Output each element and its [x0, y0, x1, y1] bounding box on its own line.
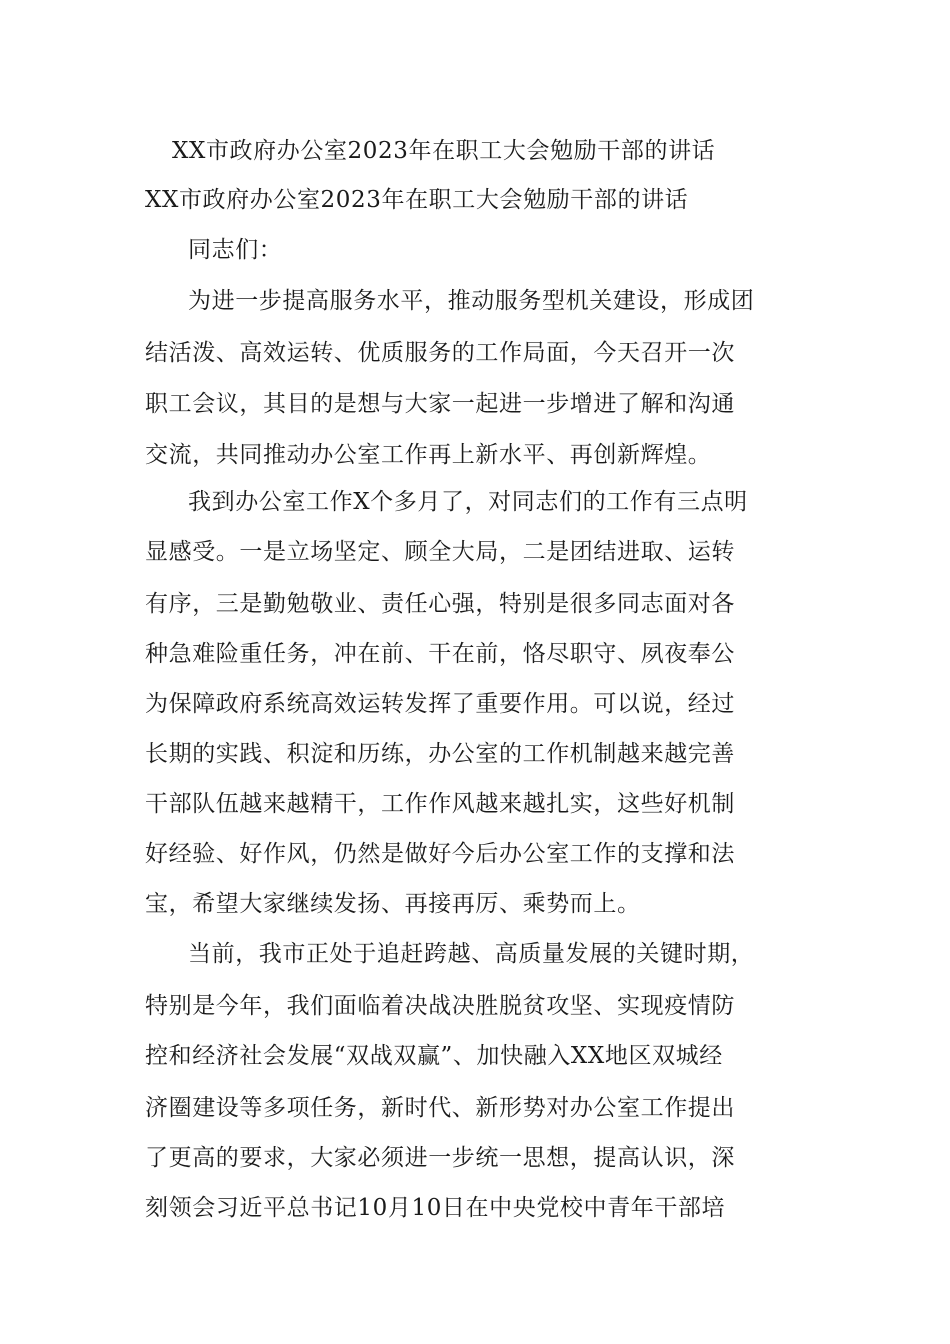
paragraph-line: 有序，三是勤勉敬业、责任心强，特别是很多同志面对各 — [145, 591, 735, 617]
paragraph-line: 交流，共同推动办公室工作再上新水平、再创新辉煌。 — [145, 442, 712, 468]
paragraph-line: 为保障政府系统高效运转发挥了重要作用。可以说，经过 — [145, 691, 735, 717]
paragraph-line: 结活泼、高效运转、优质服务的工作局面，今天召开一次 — [145, 340, 735, 366]
paragraph-line: 刻领会习近平总书记10月10日在中央党校中青年干部培 — [145, 1195, 726, 1221]
paragraph-line: 种急难险重任务，冲在前、干在前，恪尽职守、夙夜奉公 — [145, 641, 735, 667]
paragraph-line: 特别是今年，我们面临着决战决胜脱贫攻坚、实现疫情防 — [145, 993, 735, 1019]
salutation: 同志们： — [188, 237, 283, 263]
document-title: XX市政府办公室2023年在职工大会勉励干部的讲话 — [172, 138, 716, 164]
paragraph-line: 干部队伍越来越精干，工作作风越来越扎实，这些好机制 — [145, 791, 735, 817]
paragraph-line: 当前，我市正处于追赶跨越、高质量发展的关键时期， — [188, 941, 755, 967]
paragraph-line: 宝，希望大家继续发扬、再接再厉、乘势而上。 — [145, 891, 641, 917]
document-title-repeat: XX市政府办公室2023年在职工大会勉励干部的讲话 — [145, 187, 689, 213]
paragraph-line: 好经验、好作风，仍然是做好今后办公室工作的支撑和法 — [145, 841, 735, 867]
paragraph-line: 了更高的要求，大家必须进一步统一思想，提高认识，深 — [145, 1145, 735, 1171]
paragraph-line: 长期的实践、积淀和历练，办公室的工作机制越来越完善 — [145, 741, 735, 767]
paragraph-line: 控和经济社会发展“双战双赢”、加快融入XX地区双城经 — [145, 1043, 723, 1069]
paragraph-line: 显感受。一是立场坚定、顾全大局，二是团结进取、运转 — [145, 539, 735, 565]
paragraph-line: 我到办公室工作X个多月了，对同志们的工作有三点明 — [188, 489, 748, 515]
paragraph-line: 为进一步提高服务水平，推动服务型机关建设，形成团 — [188, 288, 755, 314]
paragraph-line: 职工会议，其目的是想与大家一起进一步增进了解和沟通 — [145, 391, 735, 417]
paragraph-line: 济圈建设等多项任务，新时代、新形势对办公室工作提出 — [145, 1095, 735, 1121]
